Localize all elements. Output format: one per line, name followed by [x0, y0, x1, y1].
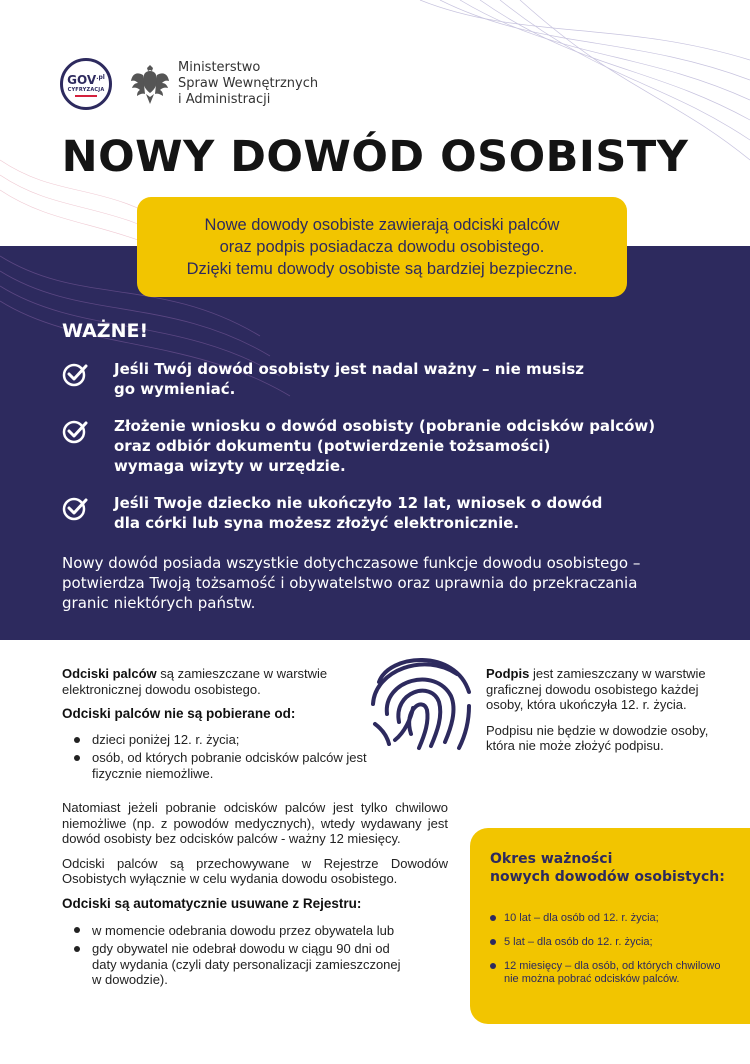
list-item: gdy obywatel nie odebrał dowodu w ciągu 90 dni od daty wydania (czyli daty personalizacji zamieszczonej w dowodzie).: [62, 941, 412, 988]
important-item-2-line-2: oraz odbiór dokumentu (potwierdzenie tożsamości): [114, 437, 551, 455]
gov-logo-text: GOV: [67, 72, 97, 87]
important-heading: WAŻNE!: [62, 320, 149, 342]
temporary-paragraph: Natomiast jeżeli pobranie odcisków palców jest tylko chwilowo niemożliwe (np. z powodów medycznych), wtedy wydawany jest dowód osobisty bez odcisków palców - ważny 12 miesięcy.: [62, 800, 448, 846]
list-item: osób, od których pobranie odcisków palców jest fizycznie niemożliwe.: [62, 750, 402, 781]
no-signature-paragraph: Podpisu nie będzie w dowodzie osoby, która nie może złożyć podpisu.: [486, 722, 709, 753]
list-item: w momencie odebrania dowodu przez obywatela lub: [62, 922, 412, 939]
intro-line-2: oraz podpis posiadacza dowodu osobistego.: [219, 238, 545, 256]
gov-logo-bar: [75, 95, 97, 97]
removed-list: [62, 922, 412, 988]
list-item: 12 miesięcy – dla osób, od których chwilowo nie można pobrać odcisków palców.: [490, 960, 732, 986]
intro-box: [137, 197, 627, 297]
validity-list: [490, 912, 732, 986]
check-circle-icon: [62, 495, 88, 521]
important-item-3-line-1: Jeśli Twoje dziecko nie ukończyło 12 lat, wniosek o dowód: [114, 494, 603, 512]
signature-rest: jest zamieszczany w warstwie graficznej dowodu osobistego każdej osoby, która ukończyła 12. r. życia.: [486, 666, 706, 712]
ministry-line-1: Ministerstwo: [178, 60, 261, 75]
gov-pl-logo: [60, 58, 112, 110]
important-paragraph-line-3: granic niektórych państw.: [62, 594, 256, 612]
important-item-3-line-2: dla córki lub syna możesz złożyć elektronicznie.: [114, 514, 520, 532]
intro-line-3: Dzięki temu dowody osobiste są bardziej bezpieczne.: [186, 260, 578, 278]
page-title: NOWY DOWÓD OSOBISTY: [61, 132, 689, 182]
header-logos: [60, 58, 318, 110]
important-item-2-line-3: wymaga wizyty w urzędzie.: [114, 457, 346, 475]
fingerprints-rest: są zamieszczane w warstwie elektronicznej dowodu osobistego.: [62, 666, 328, 697]
ministry-line-3: i Administracji: [178, 92, 271, 107]
intro-line-1: Nowe dowody osobiste zawierają odciski palców: [204, 216, 560, 234]
important-item-1-line-1: Jeśli Twój dowód osobisty jest nadal ważny – nie musisz: [114, 360, 585, 378]
signature-bold: Podpis: [486, 666, 530, 681]
important-item-3: [62, 493, 602, 533]
important-item-2: [62, 416, 655, 476]
check-circle-icon: [62, 361, 88, 387]
validity-title-line-1: Okres ważności: [490, 851, 613, 867]
ministry-line-2: Spraw Wewnętrznych: [178, 76, 319, 91]
eagle-emblem-icon: [130, 61, 170, 107]
registry-paragraph: Odciski palców są przechowywane w Rejestrze Dowodów Osobistych wyłącznie w celu wydania dowodu osobistego.: [62, 855, 448, 886]
ministry-name: [178, 60, 318, 108]
list-item: 10 lat – dla osób od 12. r. życia;: [490, 912, 732, 925]
right-column: [486, 666, 726, 754]
not-collected-heading: Odciski palców nie są pobierane od:: [62, 706, 296, 721]
not-collected-list: [62, 732, 402, 782]
validity-box: [470, 828, 750, 1024]
fingerprints-paragraph: [62, 666, 362, 697]
signature-paragraph: [486, 666, 726, 713]
important-item-1: [62, 359, 584, 399]
gov-logo-suffix: .pl: [96, 73, 105, 81]
list-item: 5 lat – dla osób do 12. r. życia;: [490, 936, 732, 949]
fingerprints-bold: Odciski palców: [62, 666, 157, 681]
important-paragraph-line-2: potwierdza Twoją tożsamość i obywatelstwo oraz uprawnia do przekraczania: [62, 574, 638, 592]
left-column: [62, 666, 448, 988]
check-circle-icon: [62, 418, 88, 444]
validity-title: [490, 850, 732, 886]
important-item-2-line-1: Złożenie wniosku o dowód osobisty (pobranie odcisków palców): [114, 417, 656, 435]
list-item: dzieci poniżej 12. r. życia;: [62, 732, 402, 748]
validity-title-line-2: nowych dowodów osobistych:: [490, 869, 725, 885]
important-paragraph-line-1: Nowy dowód posiada wszystkie dotychczasowe funkcje dowodu osobistego –: [62, 554, 641, 572]
important-item-1-line-2: go wymieniać.: [114, 380, 236, 398]
important-paragraph: [62, 553, 702, 613]
gov-logo-subtext: CYFRYZACJA: [67, 86, 105, 93]
removed-heading: Odciski są automatycznie usuwane z Rejestru:: [62, 895, 362, 911]
